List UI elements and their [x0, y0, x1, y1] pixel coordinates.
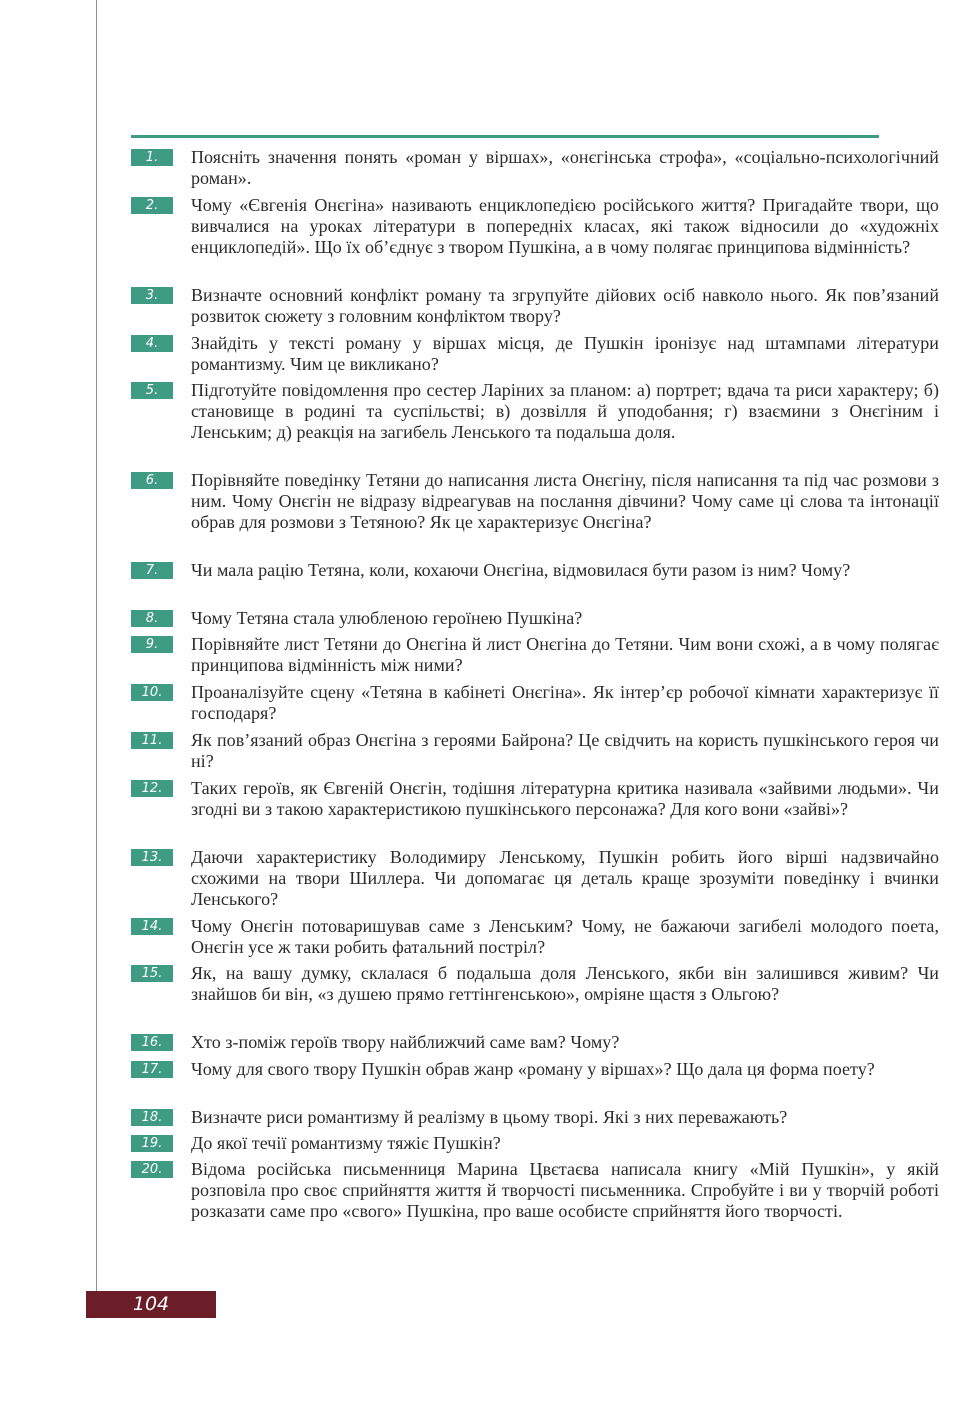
question-text: Як, на вашу думку, склалася б подальша доля Ленського, якби він залишився живим? Чи знайшов би він, «з душею прямо геттінгенською», омріяне щастя з Ольгою?	[191, 963, 939, 1005]
question-text: Чи мала рацію Тетяна, коли, кохаючи Онєгіна, відмовилася бути разом із ним? Чому?	[191, 560, 851, 580]
question-number: 20.	[131, 1161, 173, 1178]
question-text: Відома російська письменниця Марина Цвєтаєва написала книгу «Мій Пушкін», у якій розповіла про своє сприйняття життя й творчості письменника. Спробуйте і ви у творчій роботі розказати саме про «свого» Пушкіна, про ваше особисте сприйняття його творчості.	[191, 1159, 939, 1222]
question-text: Поясніть значення понять «роман у віршах», «онєгінська строфа», «соціально-психологічний роман».	[191, 147, 939, 189]
question-item	[131, 916, 939, 958]
question-text: Порівняйте лист Тетяни до Онєгіна й лист Онєгіна до Тетяни. Чим вони схожі, а в чому полягає принципова відмінність між ними?	[191, 634, 939, 676]
question-item	[131, 195, 939, 259]
question-text: Даючи характеристику Володимиру Ленському, Пушкін робить його вірші надзвичайно схожими на твори Шиллера. Чи допомагає ця деталь краще зрозуміти поведінку і вчинки Ленського?	[191, 847, 939, 910]
question-item	[131, 333, 939, 375]
question-number: 10.	[131, 684, 173, 701]
question-number: 14.	[131, 918, 173, 935]
question-number: 19.	[131, 1135, 173, 1152]
question-text: Чому для свого твору Пушкін обрав жанр «роману у віршах»? Що дала ця форма поету?	[191, 1059, 875, 1079]
margin-line	[96, 0, 97, 1318]
question-item	[131, 963, 939, 1005]
question-item	[131, 778, 939, 820]
question-item	[131, 1159, 939, 1223]
top-rule	[131, 135, 879, 138]
question-text: До якої течії романтизму тяжіє Пушкін?	[191, 1133, 501, 1153]
question-number: 18.	[131, 1109, 173, 1126]
question-text: Як пов’язаний образ Онєгіна з героями Байрона? Це свідчить на користь пушкінського героя чи ні?	[191, 730, 939, 772]
question-text: Знайдіть у тексті роману у віршах місця, де Пушкін іронізує над штампами літератури романтизму. Чим це викликано?	[191, 333, 939, 375]
question-number: 7.	[131, 562, 173, 579]
question-item	[131, 560, 939, 581]
question-number: 17.	[131, 1061, 173, 1078]
question-number: 8.	[131, 610, 173, 627]
question-number: 3.	[131, 287, 173, 304]
question-number: 1.	[131, 149, 173, 166]
question-item	[131, 1059, 939, 1080]
question-item	[131, 380, 939, 444]
question-item	[131, 1032, 939, 1053]
question-number: 6.	[131, 472, 173, 489]
question-number: 13.	[131, 849, 173, 866]
question-text: Таких героїв, як Євгеній Онєгін, тодішня літературна критика називала «зайвими людьми». Чи згодні ви з такою характеристикою пушкінського персонажа? Для кого вони «зайві»?	[191, 778, 939, 820]
question-number: 2.	[131, 197, 173, 214]
question-item	[131, 608, 939, 629]
question-item	[131, 634, 939, 676]
question-text: Проаналізуйте сцену «Тетяна в кабінеті Онєгіна». Як інтер’єр робочої кімнати характеризує її господаря?	[191, 682, 939, 724]
question-item	[131, 285, 939, 327]
question-text: Підготуйте повідомлення про сестер Ларіних за планом: а) портрет; вдача та риси характеру; б) становище в родині та суспільстві; в) дозвілля й уподобання; г) взаємини з Онєгіним і Ленським; д) реакція на загибель Ленського та подальша доля.	[191, 380, 939, 443]
question-text: Чому Онєгін потоваришував саме з Ленським? Чому, не бажаючи загибелі молодого поета, Онєгін усе ж таки робить фатальний постріл?	[191, 916, 939, 958]
question-text: Чому Тетяна стала улюбленою героїнею Пушкіна?	[191, 608, 583, 628]
question-number: 16.	[131, 1034, 173, 1051]
question-item	[131, 1107, 939, 1128]
question-number: 5.	[131, 382, 173, 399]
question-item	[131, 470, 939, 534]
question-text: Визначте риси романтизму й реалізму в цьому творі. Які з них переважають?	[191, 1107, 788, 1127]
question-text: Визначте основний конфлікт роману та згрупуйте дійових осіб навколо нього. Як пов’язаний розвиток сюжету з головним конфліктом твору?	[191, 285, 939, 327]
question-text: Порівняйте поведінку Тетяни до написання листа Онєгіну, після написання та під час розмови з ним. Чому Онєгін не відразу відреагував на послання дівчини? Чому саме ці слова та інтонації обрав для розмови з Тетяною? Як це характеризує Онєгіна?	[191, 470, 939, 533]
question-item	[131, 147, 939, 189]
question-item	[131, 730, 939, 772]
question-item	[131, 682, 939, 724]
question-number: 12.	[131, 780, 173, 797]
question-number: 4.	[131, 335, 173, 352]
question-item	[131, 1133, 939, 1154]
question-item	[131, 847, 939, 911]
question-number: 15.	[131, 965, 173, 982]
question-text: Хто з-поміж героїв твору найближчий саме вам? Чому?	[191, 1032, 620, 1052]
question-number: 11.	[131, 732, 173, 749]
question-text: Чому «Євгенія Онєгіна» називають енциклопедією російського життя? Пригадайте твори, що вивчалися на уроках літератури в попередніх класах, які також відносили до «художніх енциклопедій». Що їх об’єднує з твором Пушкіна, а в чому полягає принципова відмінність?	[191, 195, 939, 258]
question-number: 9.	[131, 636, 173, 653]
page-number: 104	[86, 1291, 216, 1318]
